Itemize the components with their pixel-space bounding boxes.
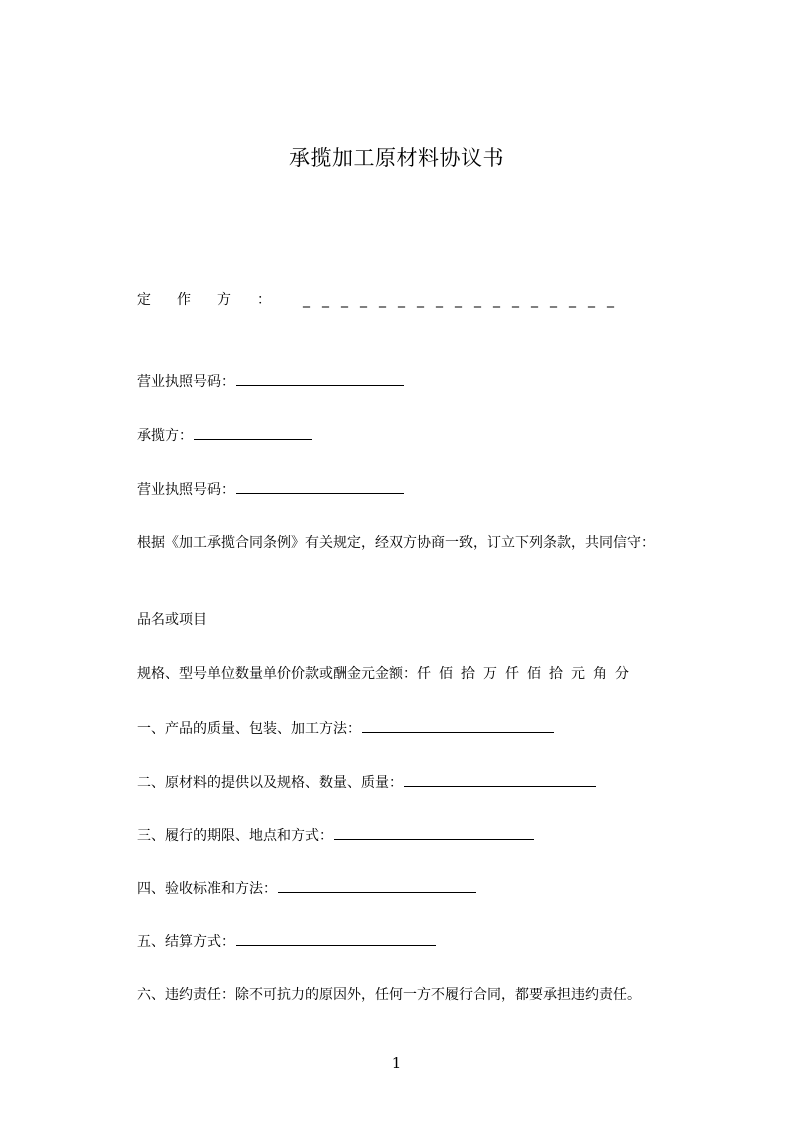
clause-2 xyxy=(137,772,596,793)
clause-3-label: 三、履行的期限、地点和方式： xyxy=(137,828,333,844)
party-b-blank[interactable] xyxy=(194,425,312,440)
party-b-line xyxy=(137,425,312,446)
document-title: 承揽加工原材料协议书 xyxy=(289,146,504,170)
license-blank-1[interactable] xyxy=(236,371,404,386)
spec-label: 规格、型号单位数量单价价款或酬金元金额： xyxy=(137,666,417,682)
license-label-2: 营业执照号码： xyxy=(137,482,235,498)
spec-units: 仟佰拾万仟佰拾元角分 xyxy=(417,666,637,682)
party-b-label: 承揽方： xyxy=(137,428,193,444)
clause-4 xyxy=(137,878,476,899)
clause-1 xyxy=(137,718,554,739)
clause-1-blank[interactable] xyxy=(362,718,554,733)
item-name-line: 品名或项目 xyxy=(137,612,207,628)
party-a-label: 定作方： xyxy=(137,292,297,308)
intro-paragraph: 根据《加工承揽合同条例》有关规定，经双方协商一致，订立下列条款，共同信守： xyxy=(137,535,655,551)
spec-line xyxy=(137,664,637,684)
clause-4-blank[interactable] xyxy=(278,878,476,893)
clause-3 xyxy=(137,825,534,846)
clause-5 xyxy=(137,931,436,952)
party-a-blank[interactable]: _________________ xyxy=(303,292,626,308)
party-a-line xyxy=(137,290,626,310)
license-line-2 xyxy=(137,479,404,500)
clause-2-blank[interactable] xyxy=(404,772,596,787)
clause-6: 六、违约责任：除不可抗力的原因外，任何一方不履行合同，都要承担违约责任。 xyxy=(137,987,641,1003)
page-number: 1 xyxy=(391,1054,402,1072)
clause-5-blank[interactable] xyxy=(236,931,436,946)
clause-4-label: 四、验收标准和方法： xyxy=(137,881,277,897)
clause-2-label: 二、原材料的提供以及规格、数量、质量： xyxy=(137,775,403,791)
license-blank-2[interactable] xyxy=(236,479,404,494)
clause-3-blank[interactable] xyxy=(334,825,534,840)
clause-1-label: 一、产品的质量、包装、加工方法： xyxy=(137,721,361,737)
license-line-1 xyxy=(137,371,404,392)
clause-5-label: 五、结算方式： xyxy=(137,934,235,950)
license-label-1: 营业执照号码： xyxy=(137,374,235,390)
